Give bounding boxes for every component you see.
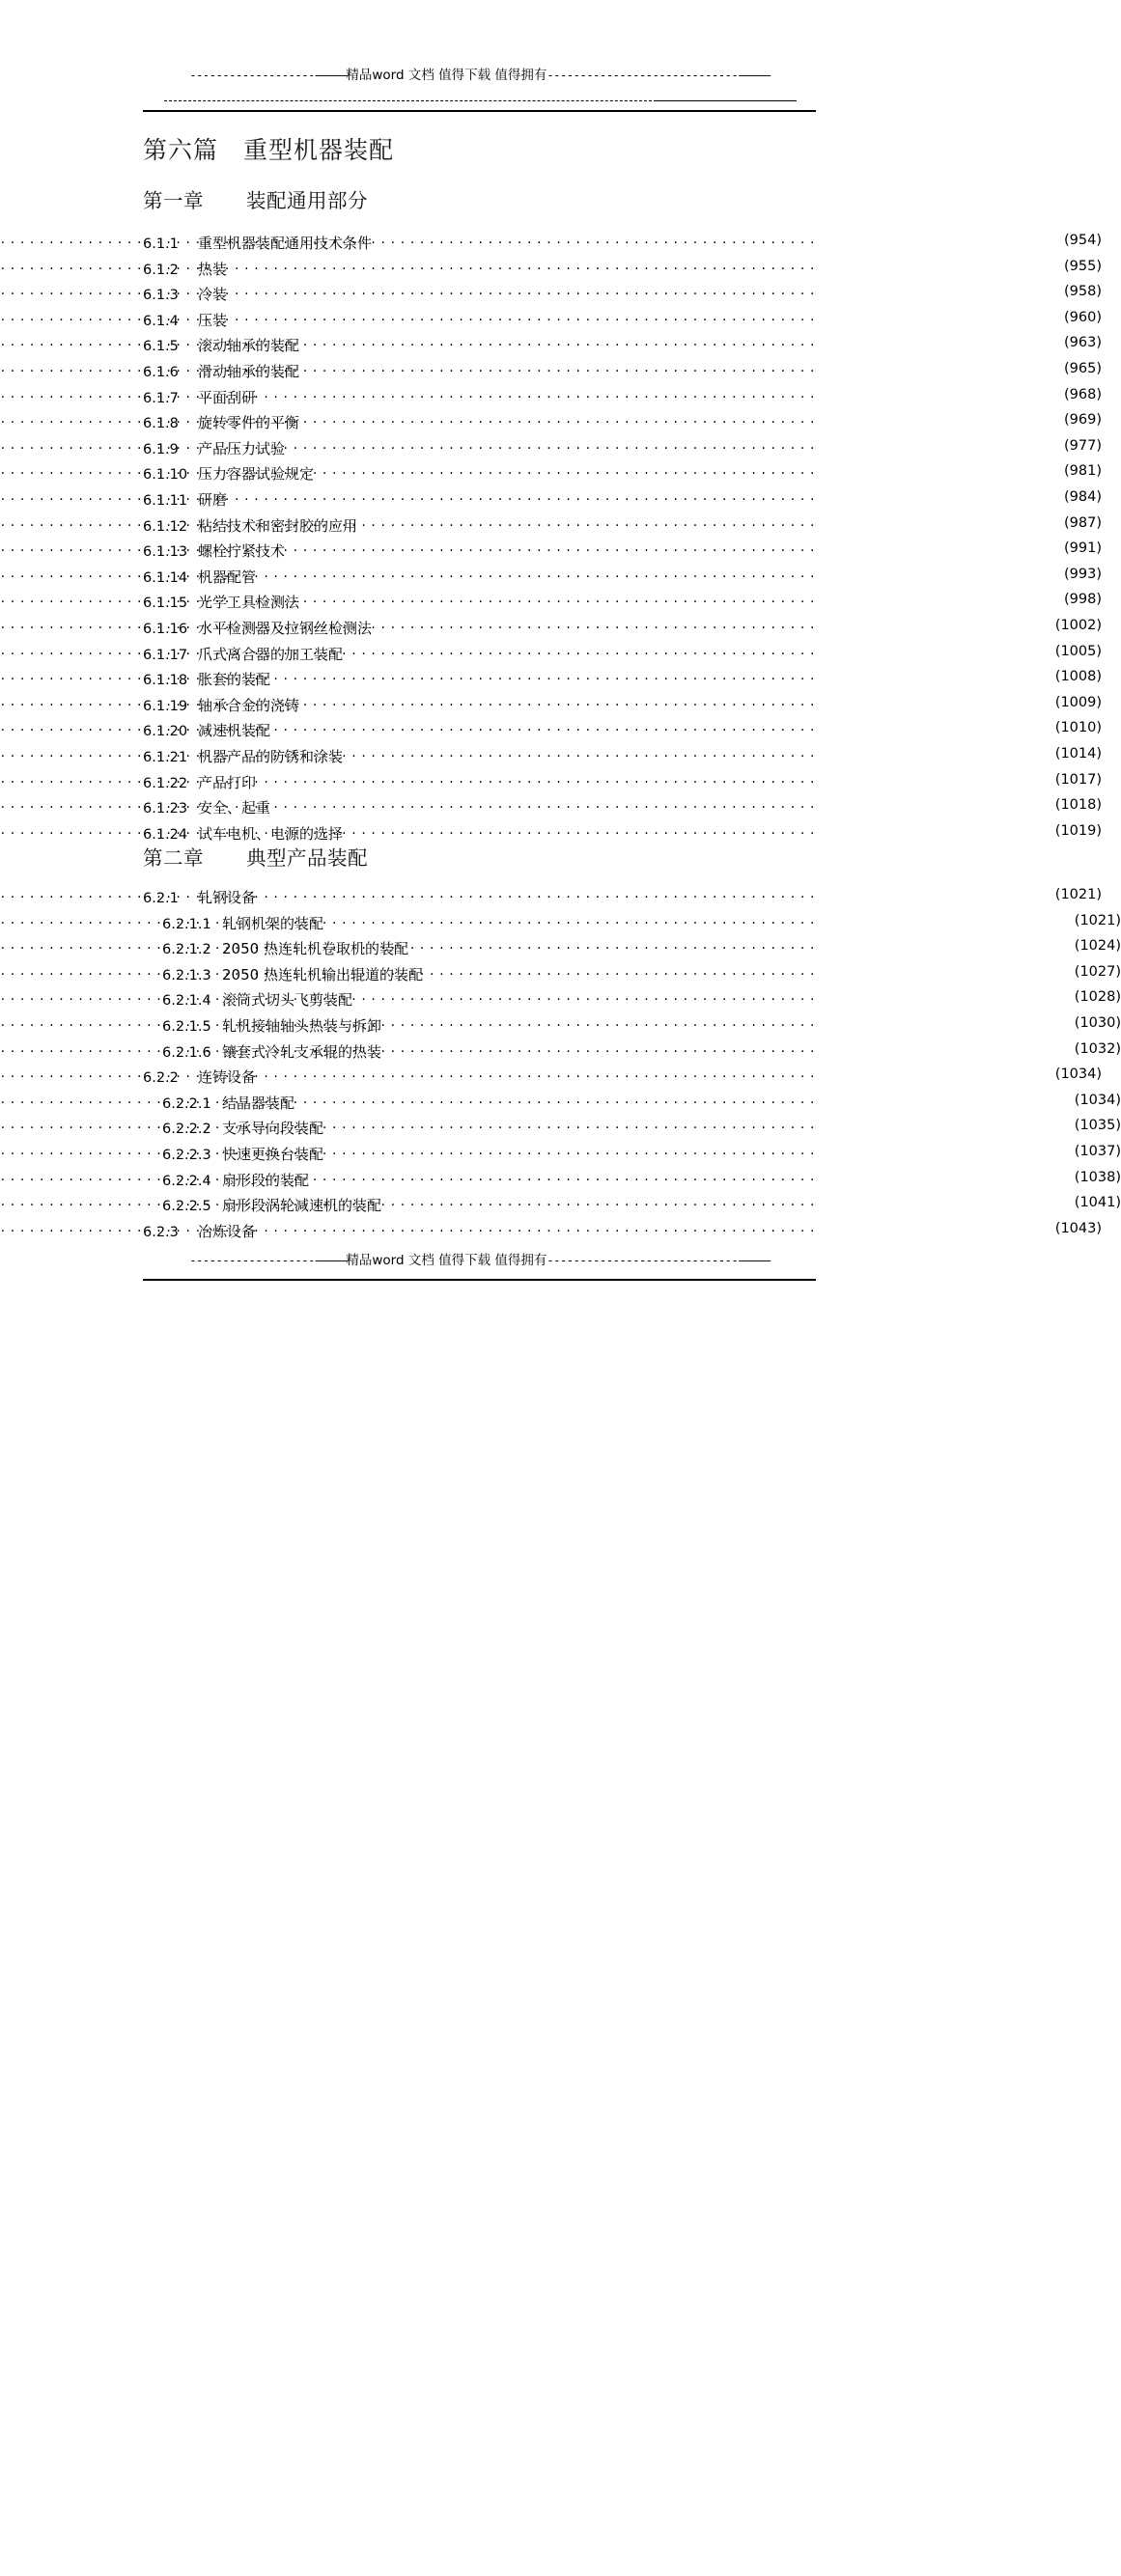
toc-entry-number: 6.1.18 [143,673,188,689]
toc-entry[interactable] [143,258,1102,285]
toc-entry[interactable] [162,1040,1121,1067]
toc-entry-number: 6.2.1.5 [162,1019,211,1035]
toc-entry-page: (991) [1064,540,1102,557]
toc-entry-number: 6.2.2.4 [162,1173,211,1189]
toc-entry[interactable] [143,669,1102,695]
toc-entry[interactable] [143,887,1102,913]
toc-entry-page: (1032) [1074,1040,1121,1057]
toc-entry-number: 6.1.14 [143,569,188,586]
toc-entry-title: 连铸设备 [198,1068,257,1087]
toc-entry-number: 6.1.19 [143,698,188,714]
toc-entry-page: (1018) [1054,797,1102,814]
toc-entry-number: 6.1.12 [143,518,188,535]
toc-entry-title: 轧钢设备 [198,889,257,906]
toc-entry-page: (984) [1064,489,1102,505]
toc-entry-page: (1035) [1074,1118,1121,1134]
toc-entry-title: 压力容器试验规定 [198,465,315,484]
toc-entry-page: (954) [1064,233,1102,248]
chapter-1-number: 第一章 [143,189,204,212]
toc-entry[interactable] [143,643,1102,670]
toc-entry[interactable] [143,361,1102,387]
header-emdash-left: ——— [314,69,347,83]
toc-entry-title: 2050 热连轧机输出辊道的装配 [222,965,423,983]
toc-entry-title: 滑动轴承的装配 [198,363,300,380]
chapter-heading-2 [143,845,368,872]
toc-entry[interactable] [143,592,1102,618]
toc-entry-number: 6.2.1.1 [162,916,211,932]
toc-entry-title: 粘结技术和密封胶的应用 [198,516,358,535]
toc-entry-page: (1010) [1054,720,1102,736]
toc-entry-number: 6.2.1.3 [162,967,211,983]
toc-entry-title: 机器产品的防锈和涂装 [198,748,344,765]
toc-entry-page: (968) [1064,386,1102,402]
running-header [143,68,816,84]
toc-entry-number: 6.2.2 [143,1070,179,1087]
toc-entry-page: (1043) [1054,1220,1102,1236]
toc-entry-title: 轧机接轴轴头热装与拆卸 [222,1017,382,1035]
footer-emdash-right: ——— [738,1254,770,1268]
header-center-text: 精品word 文档 值得下载 值得拥有 [346,68,547,83]
toc-entry-title: 镶套式冷轧支承辊的热装 [222,1042,382,1061]
toc-entry-page: (1034) [1054,1066,1102,1083]
toc-entry-title: 爪式离合器的加工装配 [198,645,344,663]
toc-entry[interactable] [143,233,1102,259]
toc-entry-number: 6.2.1.2 [162,942,211,958]
toc-entry[interactable] [162,1144,1121,1170]
toc-entry-number: 6.1.3 [143,288,179,304]
toc-entry-page: (998) [1064,592,1102,608]
toc-entry-title: 滚动轴承的装配 [198,337,300,355]
toc-entry-title: 轴承合金的浇铸 [198,696,300,714]
toc-entry-number: 6.2.1.4 [162,993,211,1010]
toc-entry-number: 6.2.3 [143,1224,179,1240]
toc-entry-title: 胀套的装配 [198,671,271,689]
header-dashes-left: ------------------- [189,69,315,82]
header-dashes-right: ----------------------------- [546,69,739,82]
toc-entry-title: 冶炼设备 [198,1222,257,1240]
toc-entry[interactable] [143,1066,1102,1093]
chapter-2-name: 典型产品装配 [246,846,368,870]
toc-entry[interactable] [162,1015,1121,1041]
toc-entry-title: 安全、起重 [198,799,271,817]
toc-entry[interactable] [162,912,1121,939]
toc-entry-page: (1030) [1074,1015,1121,1031]
toc-entry[interactable] [143,771,1102,798]
toc-entry[interactable] [143,1220,1102,1247]
toc-entry-number: 6.1.4 [143,313,179,329]
toc-entry[interactable] [143,514,1102,541]
toc-entry-number: 6.1.20 [143,724,188,740]
toc-entry-number: 6.1.21 [143,750,188,765]
chapter-heading-1 [143,187,368,214]
toc-entry-page: (1024) [1074,938,1121,955]
toc-entry[interactable] [143,797,1102,823]
toc-entry[interactable] [143,335,1102,361]
toc-entry-page: (955) [1064,258,1102,274]
toc-entry-title: 热装 [198,260,228,278]
toc-entry[interactable] [162,963,1121,990]
header-emdash-right: ——— [738,69,770,83]
header-dashed-rule [164,100,657,101]
toc-entry[interactable] [143,540,1102,567]
footer-emdash-left: ——— [314,1254,347,1268]
toc-entry-page: (1017) [1054,771,1102,788]
toc-entry-number: 6.1.17 [143,647,188,663]
toc-entry[interactable] [143,284,1102,310]
toc-entry-page: (1009) [1054,694,1102,710]
toc-entry[interactable] [143,489,1102,515]
toc-entry-number: 6.2.2.3 [162,1148,211,1163]
toc-entry[interactable] [162,938,1121,964]
toc-entry-page: (1028) [1074,989,1121,1006]
toc-entry-title: 试车电机、电源的选择 [198,824,344,843]
toc-entry-number: 6.2.1.6 [162,1044,211,1061]
toc-entry[interactable] [162,1092,1121,1119]
toc-entry-page: (960) [1064,309,1102,325]
toc-entry-title: 冷装 [198,286,228,304]
toc-entry-number: 6.1.11 [143,493,188,509]
toc-entry-number: 6.1.6 [143,365,179,380]
toc-entry-number: 6.1.22 [143,775,188,791]
toc-entry-page: (1021) [1074,912,1121,928]
toc-entry-page: (963) [1064,335,1102,351]
toc-entry[interactable] [143,566,1102,593]
toc-entry-title: 机器配管 [198,568,257,586]
part-number: 第六篇 [143,136,219,164]
toc-entry[interactable] [143,386,1102,413]
toc-entry-number: 6.2.1 [143,891,179,906]
toc-entry-title: 螺栓拧紧技术 [198,542,286,561]
toc-entry-number: 6.1.15 [143,596,188,612]
running-footer [143,1253,816,1269]
toc-entry-page: (1041) [1074,1195,1121,1211]
toc-entry-number: 6.1.16 [143,622,188,637]
toc-entry-number: 6.1.23 [143,801,188,817]
toc-entry[interactable] [143,412,1102,438]
toc-entry-number: 6.1.1 [143,236,179,252]
toc-entry[interactable] [162,1118,1121,1144]
toc-entry-title: 平面刮研 [198,388,257,406]
toc-entry[interactable] [162,1195,1121,1221]
toc-entry[interactable] [162,1169,1121,1196]
toc-entry-title: 旋转零件的平衡 [198,414,300,432]
toc-entry-page: (987) [1064,514,1102,531]
toc-entry-number: 6.1.24 [143,826,188,843]
toc-entry-title: 轧钢机架的装配 [222,914,324,932]
toc-entry-number: 6.1.5 [143,339,179,355]
toc-entry-page: (977) [1064,437,1102,454]
toc-entry[interactable] [143,618,1102,644]
toc-entry-page: (1027) [1074,963,1121,980]
toc-entry-title: 光学工具检测法 [198,594,300,612]
toc-entry-title: 2050 热连轧机卷取机的装配 [222,940,408,958]
toc-entry-title: 水平检测器及拉钢丝检测法 [198,620,373,637]
toc-entry-title: 滚筒式切头飞剪装配 [222,991,353,1010]
footer-dashes-right: ----------------------------- [546,1254,739,1267]
toc-entry-number: 6.1.13 [143,544,188,561]
toc-entry-page: (981) [1064,463,1102,480]
toc-entry-number: 6.1.8 [143,416,179,432]
toc-entry-title: 结晶器装配 [222,1094,295,1112]
header-solid-rule [143,110,816,112]
toc-entry-number: 6.2.2.2 [162,1122,211,1138]
toc-entry-number: 6.2.2.1 [162,1095,211,1112]
toc-entry-page: (1005) [1054,643,1102,659]
toc-entry[interactable] [143,463,1102,489]
toc-entry-page: (993) [1064,566,1102,582]
footer-dashes-left: ------------------- [189,1254,315,1267]
toc-entry-page: (1021) [1054,887,1102,902]
toc-entry-number: 6.1.9 [143,441,179,457]
toc-entry-page: (1037) [1074,1144,1121,1159]
toc-entry[interactable] [162,989,1121,1015]
toc-entry-page: (1014) [1054,746,1102,762]
chapter-2-number: 第二章 [143,846,204,870]
toc-entry-title: 产品打印 [198,773,257,791]
toc-entry-page: (1002) [1054,618,1102,633]
toc-entry-page: (958) [1064,284,1102,300]
footer-solid-rule [143,1279,816,1281]
toc-entry[interactable] [143,720,1102,746]
toc-entry-number: 6.2.2.5 [162,1199,211,1215]
toc-entry-number: 6.1.10 [143,467,188,484]
toc-entry[interactable] [143,309,1102,336]
header-dashed-rule-solid-tail [657,100,797,101]
toc-entry-title: 压装 [198,311,228,329]
toc-entry-title: 扇形段的装配 [222,1171,310,1189]
toc-entry-title: 研磨 [198,491,228,509]
toc-entry-title: 重型机器装配通用技术条件 [198,235,373,252]
toc-entry-page: (965) [1064,361,1102,376]
toc-entry-page: (969) [1064,412,1102,429]
toc-entry[interactable] [143,437,1102,464]
toc-entry-page: (1034) [1074,1092,1121,1108]
toc-entry-title: 产品压力试验 [198,439,286,457]
toc-entry-title: 扇形段涡轮减速机的装配 [222,1197,382,1215]
footer-center-text: 精品word 文档 值得下载 值得拥有 [346,1253,547,1268]
chapter-1-name: 装配通用部分 [246,189,368,212]
toc-entry-number: 6.1.7 [143,390,179,406]
toc-entry-number: 6.1.2 [143,262,179,278]
toc-entry-title: 支承导向段装配 [222,1120,324,1138]
page-title [143,135,394,166]
toc-entry-title: 快速更换台装配 [222,1146,324,1163]
toc-entry-page: (1019) [1054,822,1102,839]
toc-entry[interactable] [143,694,1102,721]
toc-entry-title: 减速机装配 [198,722,271,740]
toc-entry[interactable] [143,746,1102,772]
part-name: 重型机器装配 [243,136,395,164]
toc-entry-page: (1038) [1074,1169,1121,1185]
toc-entry-page: (1008) [1054,669,1102,685]
